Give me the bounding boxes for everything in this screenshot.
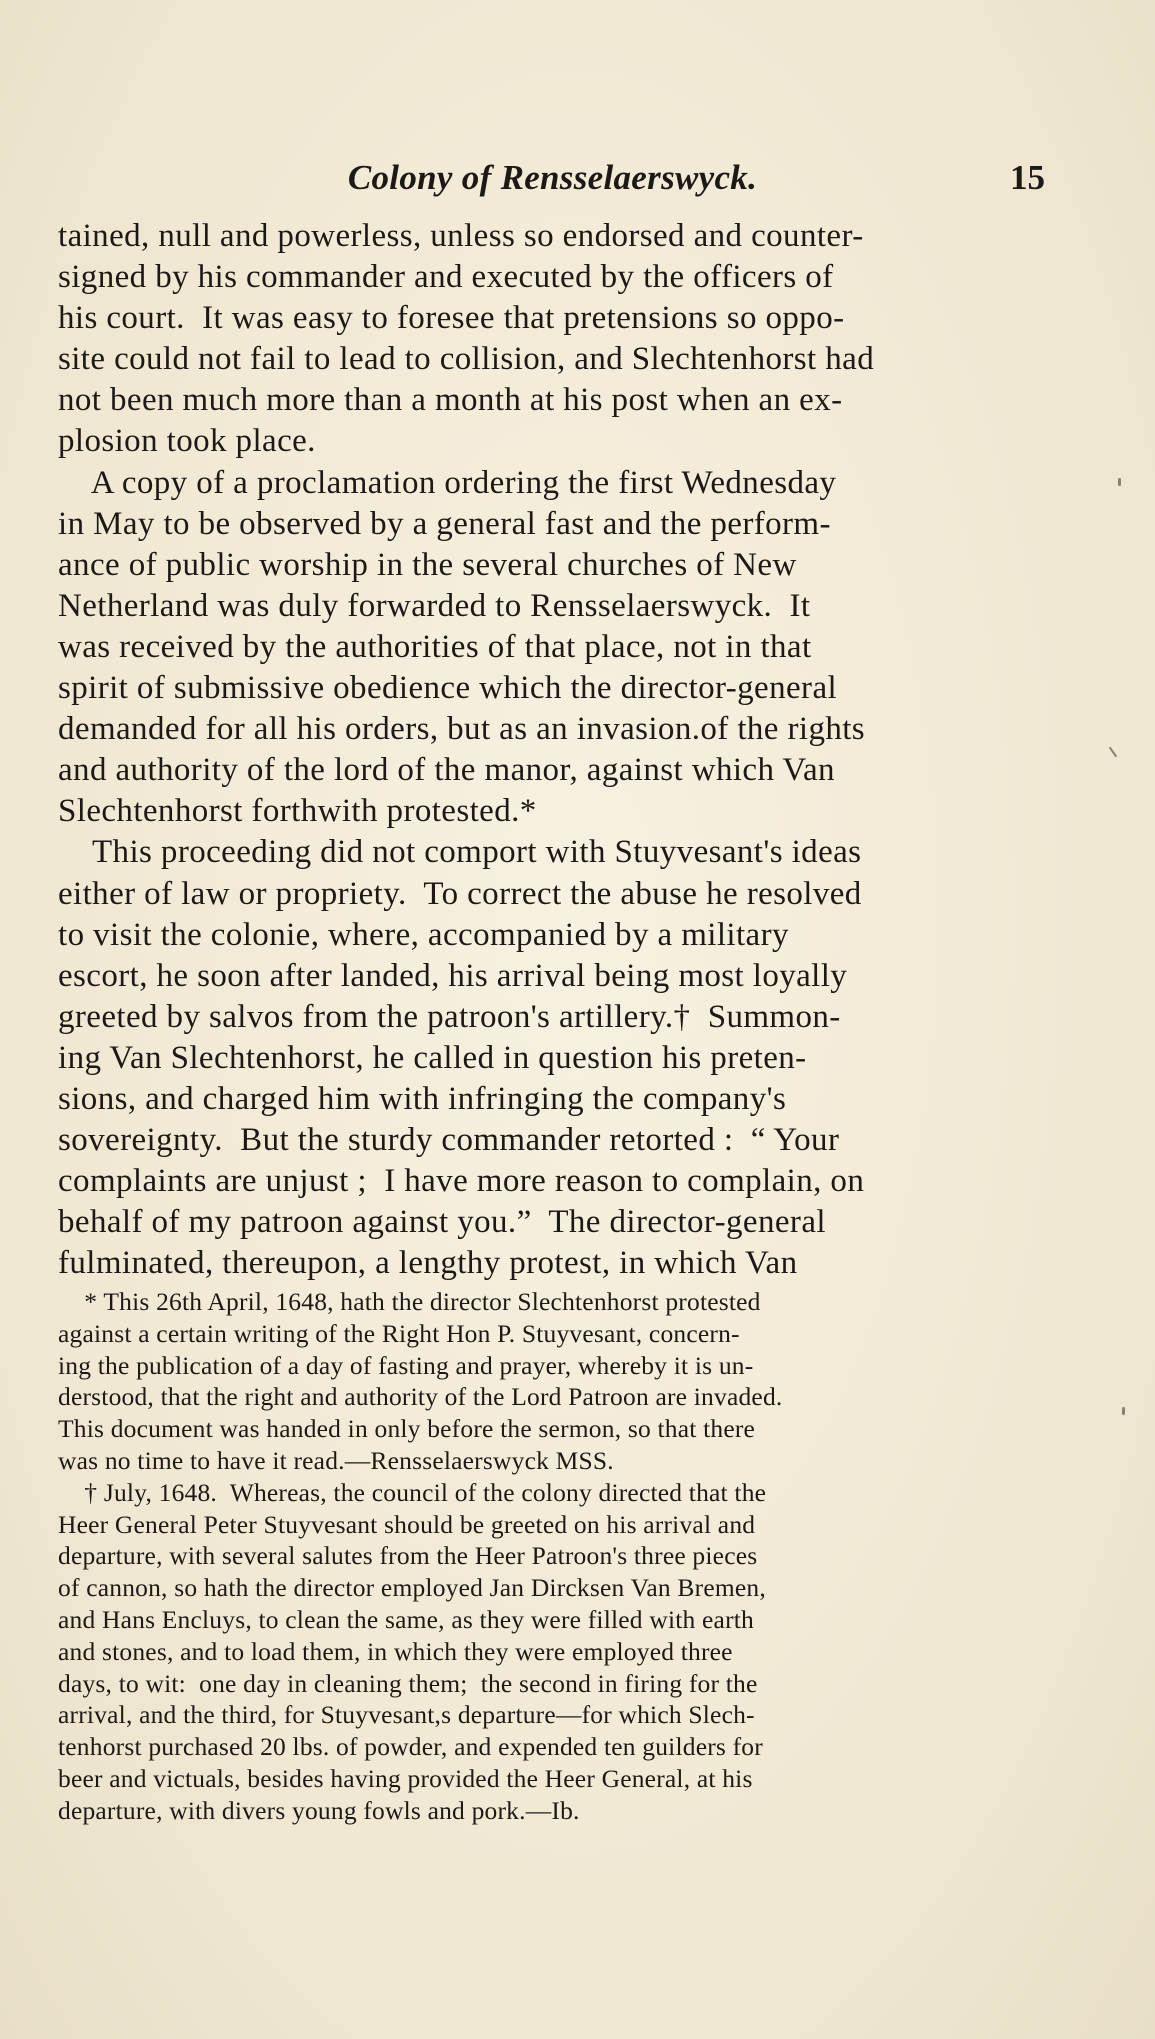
- text-line: spirit of submissive obedience which the director-general: [58, 670, 838, 707]
- text-line: complaints are unjust ; I have more reason to complain, on: [58, 1163, 865, 1200]
- footnote-line: This document was handed in only before the sermon, so that there: [58, 1414, 756, 1444]
- page-header: [60, 158, 1045, 214]
- footnote-line: tenhorst purchased 20 lbs. of powder, and expended ten guilders for: [58, 1732, 763, 1762]
- footnote-line: of cannon, so hath the director employed Jan Dircksen Van Bremen,: [58, 1573, 766, 1603]
- text-line: signed by his commander and executed by the officers of: [58, 259, 834, 296]
- footnote-line: against a certain writing of the Right Hon P. Stuyvesant, concern-: [58, 1318, 740, 1348]
- text-line: and authority of the lord of the manor, against which Van: [58, 752, 835, 789]
- main-text: [58, 216, 1050, 1284]
- footnote-line: departure, with several salutes from the Heer Patroon's three pieces: [58, 1541, 758, 1571]
- footnote-line: and stones, and to load them, in which they were employed three: [58, 1636, 733, 1666]
- text-line: ance of public worship in the several churches of New: [58, 546, 797, 583]
- text-line: his court. It was easy to foresee that pretensions so oppo-: [58, 300, 845, 337]
- text-line: A copy of a proclamation ordering the first Wednesday: [58, 464, 837, 501]
- text-line: was received by the authorities of that place, not in that: [58, 628, 812, 665]
- footnote-line: beer and victuals, besides having provided the Heer General, at his: [58, 1763, 753, 1793]
- running-head: Colony of Rensselaerswyck.: [347, 158, 758, 197]
- text-line: ing Van Slechtenhorst, he called in question his preten-: [58, 1039, 807, 1076]
- text-line: Slechtenhorst forthwith protested.*: [58, 793, 537, 830]
- page-number: 15: [1010, 158, 1045, 197]
- text-line: sions, and charged him with infringing the company's: [58, 1080, 787, 1117]
- text-line: escort, he soon after landed, his arrival being most loyally: [58, 957, 848, 994]
- footnote-line: * This 26th April, 1648, hath the director Slechtenhorst protested: [58, 1287, 761, 1316]
- footnote-line: Heer General Peter Stuyvesant should be greeted on his arrival and: [58, 1509, 756, 1539]
- text-line: either of law or propriety. To correct the abuse he resolved: [58, 875, 862, 912]
- text-line: This proceeding did not comport with Stuyvesant's ideas: [58, 834, 862, 871]
- footnote-line: arrival, and the third, for Stuyvesant,s departure—for which Slech-: [58, 1700, 755, 1730]
- footnote-line: departure, with divers young fowls and pork.—Ib.: [58, 1795, 580, 1825]
- text-line: in May to be observed by a general fast and the perform-: [58, 505, 831, 542]
- text-line: plosion took place.: [58, 423, 316, 460]
- text-line: not been much more than a month at his post when an ex-: [58, 382, 843, 419]
- text-line: to visit the colonie, where, accompanied by a military: [58, 916, 789, 953]
- text-line: tained, null and powerless, unless so endorsed and counter-: [58, 218, 864, 254]
- text-line: Netherland was duly forwarded to Rensselaerswyck. It: [58, 587, 811, 624]
- text-line: sovereignty. But the sturdy commander retorted : “ Your: [58, 1122, 840, 1159]
- footnote-line: † July, 1648. Whereas, the council of the colony directed that the: [58, 1477, 767, 1507]
- text-line: behalf of my patroon against you.” The director-general: [58, 1204, 826, 1241]
- footnote-line: days, to wit: one day in cleaning them; the second in firing for the: [58, 1668, 758, 1698]
- footnotes: [58, 1286, 1050, 1827]
- margin-mark: [1118, 478, 1121, 486]
- margin-mark: [1109, 747, 1118, 758]
- footnote-line: ing the publication of a day of fasting and prayer, whereby it is un-: [58, 1350, 754, 1380]
- footnote-line: and Hans Encluys, to clean the same, as they were filled with earth: [58, 1604, 754, 1634]
- text-line: site could not fail to lead to collision, and Slechtenhorst had: [58, 341, 875, 378]
- text-line: fulminated, thereupon, a lengthy protest, in which Van: [58, 1245, 798, 1282]
- text-line: demanded for all his orders, but as an invasion.of the rights: [58, 711, 866, 748]
- text-line: greeted by salvos from the patroon's artillery.† Summon-: [58, 998, 841, 1035]
- margin-mark: [1122, 1407, 1125, 1415]
- footnote-line: derstood, that the right and authority of the Lord Patroon are invaded.: [58, 1382, 783, 1412]
- footnote-line: was no time to have it read.—Rensselaerswyck MSS.: [58, 1445, 614, 1475]
